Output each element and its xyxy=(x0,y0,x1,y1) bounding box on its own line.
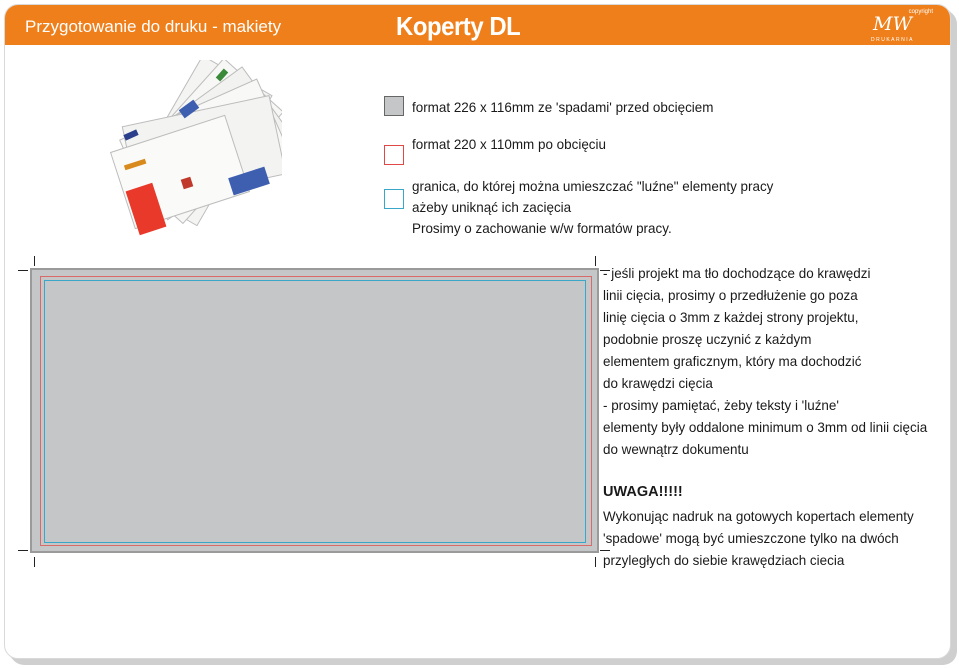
legend-safe-line-1: granica, do której można umieszczać "luźne" elementy pracy xyxy=(412,178,774,194)
instruction-line: elementy były oddalone minimum o 3mm od linii cięcia xyxy=(603,419,928,435)
header-bar xyxy=(5,5,950,45)
crop-mark xyxy=(34,256,35,266)
crop-mark xyxy=(595,557,596,567)
safe-area-line xyxy=(44,280,586,543)
crop-mark xyxy=(18,550,28,551)
legend-bleed-line: format 226 x 116mm ze 'spadami' przed obcięciem xyxy=(412,99,714,115)
legend-safe-line-2: ażeby uniknąć ich zacięcia xyxy=(412,199,572,215)
logo-mark: MW xyxy=(873,13,912,35)
warning-line: 'spadowe' mogą być umieszczone tylko na dwóch xyxy=(603,530,899,546)
instructions-text xyxy=(603,262,927,460)
trim-swatch xyxy=(384,145,404,165)
instruction-line: podobnie proszę uczynić z każdym xyxy=(603,331,812,347)
crop-mark xyxy=(18,270,28,271)
envelopes-illustration xyxy=(96,60,282,240)
warning-title: UWAGA!!!!! xyxy=(603,484,683,500)
legend-trim-text xyxy=(412,134,606,155)
instruction-line: - jeśli projekt ma tło dochodzące do krawędzi xyxy=(603,265,871,281)
instruction-line: elementem graficznym, który ma dochodzić xyxy=(603,353,862,369)
warning-line: Wykonując nadruk na gotowych kopertach elementy xyxy=(603,508,914,524)
logo-copyright: copyright xyxy=(908,9,933,15)
safe-area-swatch xyxy=(384,189,404,209)
instruction-line: linii cięcia, prosimy o przedłużenie go poza xyxy=(603,287,858,303)
legend-bleed-text xyxy=(412,97,713,118)
warning-text xyxy=(603,505,914,571)
instruction-line: - prosimy pamiętać, żeby teksty i 'luźne' xyxy=(603,397,839,413)
company-logo xyxy=(867,7,937,45)
legend-safe-line-3: Prosimy o zachowanie w/w formatów pracy. xyxy=(412,220,672,236)
logo-subtitle: DRUKARNIA xyxy=(871,37,914,43)
instruction-line: do wewnątrz dokumentu xyxy=(603,441,749,457)
legend-trim-line: format 220 x 110mm po obcięciu xyxy=(412,136,606,152)
crop-mark xyxy=(595,256,596,266)
bleed-swatch xyxy=(384,96,404,116)
header-subtitle: Przygotowanie do druku - makiety xyxy=(25,17,282,36)
warning-line: przyległych do siebie krawędziach ciecia xyxy=(603,552,845,568)
page-title: Koperty DL xyxy=(396,11,521,41)
envelope-stack xyxy=(111,60,282,235)
legend-safe-text xyxy=(412,176,773,239)
instruction-line: do krawędzi cięcia xyxy=(603,375,713,391)
crop-mark xyxy=(34,557,35,567)
instruction-line: linię cięcia o 3mm z każdej strony projektu, xyxy=(603,309,859,325)
